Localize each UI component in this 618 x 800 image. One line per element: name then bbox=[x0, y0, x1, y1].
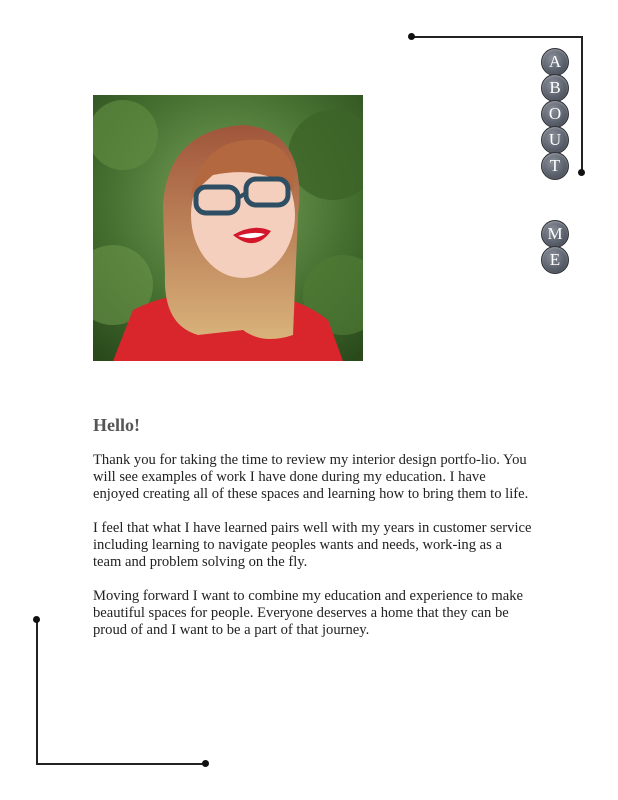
paragraph: I feel that what I have learned pairs well with my years in customer service including learning to navigate peoples wants and needs, work-ing as a team and problem solving on the fly. bbox=[93, 520, 532, 570]
title-letter-circle: U bbox=[541, 126, 569, 154]
portrait-illustration bbox=[93, 95, 363, 361]
greeting-heading: Hello! bbox=[93, 415, 140, 435]
top-bracket-horizontal-line bbox=[412, 36, 582, 38]
about-me-title bbox=[541, 48, 569, 272]
portrait-photo bbox=[93, 95, 363, 361]
title-letter-circle: E bbox=[541, 246, 569, 274]
bottom-bracket-horizontal-line bbox=[36, 763, 206, 765]
title-letter-circle: M bbox=[541, 220, 569, 248]
intro-text bbox=[93, 452, 533, 656]
title-letter-circle: B bbox=[541, 74, 569, 102]
title-word-gap bbox=[541, 178, 569, 220]
bottom-bracket-end-dot bbox=[202, 760, 209, 767]
bottom-bracket-start-dot bbox=[33, 616, 40, 623]
bottom-bracket-vertical-line bbox=[36, 620, 38, 764]
title-letter-circle: O bbox=[541, 100, 569, 128]
title-letter-circle: T bbox=[541, 152, 569, 180]
paragraph: Moving forward I want to combine my education and experience to make beautiful spaces for people. Everyone deserves a home that they can be proud of and I want to be a part of that journey. bbox=[93, 588, 523, 638]
paragraph: Thank you for taking the time to review my interior design portfo-lio. You will see examples of work I have done during my education. I have enjoyed creating all of these spaces and learning how to bring them to life. bbox=[93, 452, 529, 502]
title-letter-circle: A bbox=[541, 48, 569, 76]
top-bracket-end-dot bbox=[578, 169, 585, 176]
top-bracket-vertical-line bbox=[581, 36, 583, 173]
top-bracket-start-dot bbox=[408, 33, 415, 40]
